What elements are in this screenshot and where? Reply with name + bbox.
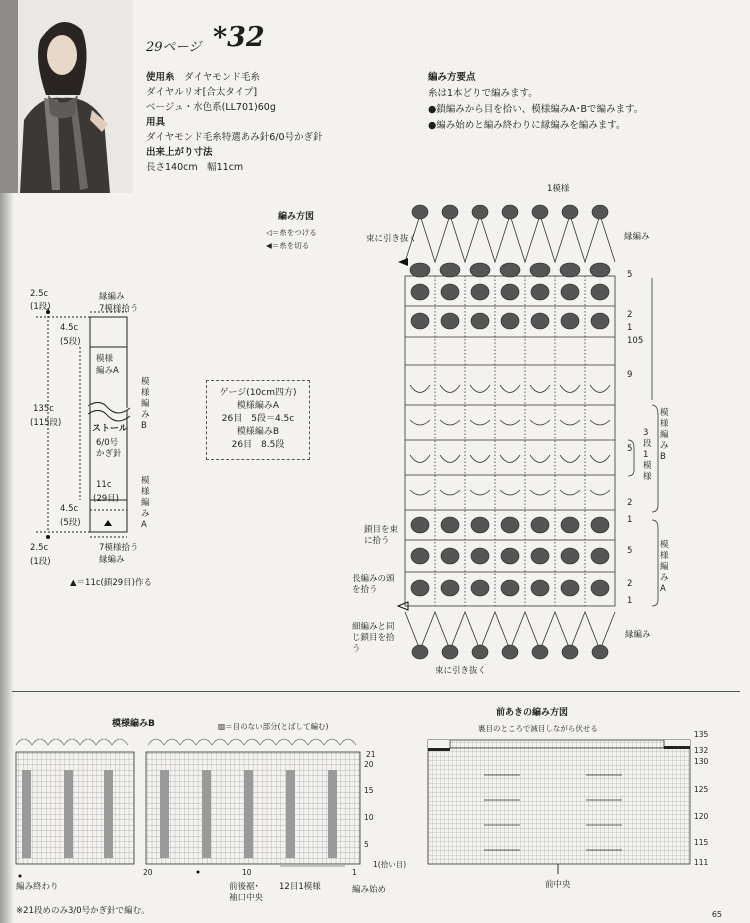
schem-edge-top: 縁編み [99, 292, 125, 302]
pb-row-15: 15 [364, 786, 374, 795]
chart-row-9: 9 [627, 370, 633, 380]
dim-bottom: 2.5c [30, 543, 49, 553]
gauge-b-value: 26目 8.5段 [231, 440, 285, 450]
chart-row-1c: 1 [627, 596, 633, 606]
schem-edge-bottom: 縁編み [99, 555, 125, 565]
dim-total: 135c [33, 404, 54, 414]
schem-pick-top: 7模様拾う [99, 304, 139, 314]
dim-width: 11c [96, 480, 112, 490]
dim-bottom-rows: (1段) [30, 557, 51, 567]
dim-top-rows: (1段) [30, 302, 51, 312]
pattern-b-title: 模様編みB [112, 719, 155, 729]
yarn-label: 使用糸 [146, 72, 175, 83]
pattern-number: *32 [213, 22, 265, 53]
legend-cut: ◀＝糸を切る [266, 241, 310, 250]
chart-bottom-pull: 束に引き抜く [435, 666, 487, 676]
schem-pattern-a-bottom: 模様編みA [141, 476, 150, 530]
chart-row-1: 1 [627, 323, 633, 333]
gauge-a-value: 26目 5段＝4.5c [221, 414, 295, 424]
chart-edge-right-bottom: 縁編み [625, 630, 651, 640]
chart-row-2: 2 [627, 310, 633, 320]
gauge-title: ゲージ(10cm四方) [219, 388, 297, 398]
pb-col-20: 20 [143, 868, 153, 877]
gauge-b-label: 模様編みB [236, 427, 280, 437]
pb-row-21: 21 [366, 750, 376, 759]
pb-repeat-label: 12目1模様 [279, 882, 321, 892]
pb-end-label: 編み終わり [16, 882, 59, 892]
fr-center: 前中央 [545, 880, 571, 890]
points-line-3: ●編み始めと編み終わりに縁編みを編みます。 [428, 120, 626, 131]
dim-total-rows: (115段) [30, 418, 62, 428]
foundation-note: ▲＝11c(鎖29目)作る [70, 578, 152, 588]
fr-row-135: 135 [694, 730, 709, 739]
points-line-1: 糸は1本どりで編みます。 [428, 88, 538, 99]
yarn-name: ダイヤルリオ[合太タイプ] [146, 87, 258, 98]
chart-b-repeat: 3段1模様 [643, 428, 652, 482]
pb-col-10: 10 [242, 868, 252, 877]
size-text: 長さ140cm 幅11cm [146, 162, 244, 173]
dim-a-top: 4.5c [60, 323, 79, 333]
dim-a-bottom: 4.5c [60, 504, 79, 514]
dim-top: 2.5c [30, 289, 49, 299]
chart-pattern-b: 模様編みB [660, 408, 669, 462]
fr-row-111: 111 [694, 858, 709, 867]
tools-label: 用具 [146, 117, 166, 128]
points-title: 編み方要点 [428, 72, 476, 83]
pb-start-label: 編み始め [352, 885, 387, 895]
fr-row-130: 130 [694, 757, 709, 766]
diagram-title: 編み方図 [278, 212, 315, 222]
note-chain: 鎖目を束に拾う [364, 525, 399, 546]
schem-stole-label: ストール [92, 424, 128, 434]
pb-row-10: 10 [364, 813, 374, 822]
chart-row-105: 105 [627, 336, 644, 346]
pb-center-label2: 袖口中央 [229, 893, 264, 903]
schem-needle: 6/0号 [96, 438, 119, 448]
chart-repeat: 1模様 [547, 184, 570, 194]
fr-row-120: 120 [694, 812, 709, 821]
pb-row-5: 5 [364, 840, 369, 849]
points-line-2: ●鎖編みから目を拾い、模様編みA･Bで編みます。 [428, 104, 644, 115]
gauge-a-label: 模様編みA [236, 401, 280, 411]
dim-width-st: (29目) [93, 494, 119, 504]
pb-col-1: 1 [352, 868, 357, 877]
pb-row-20: 20 [364, 760, 374, 769]
note-long: 長編みの頭を拾う [352, 574, 395, 595]
fr-row-132: 132 [694, 746, 709, 755]
size-label: 出来上がり寸法 [146, 147, 213, 158]
chart-edge-right: 縁編み [624, 232, 650, 242]
tools-text: ダイヤモンド毛糸特選あみ針6/0号かぎ針 [146, 132, 323, 143]
pattern-b-legend: ▨＝目のない部分(とばして編む) [218, 722, 329, 731]
yarn-brand: ダイヤモンド毛糸 [184, 72, 260, 83]
fr-row-125: 125 [694, 785, 709, 794]
front-title: 前あきの編み方図 [496, 708, 569, 718]
front-subtitle: 裏目のところで減目しながら伏せる [478, 724, 598, 733]
chart-row-5: 5 [627, 270, 633, 280]
fr-row-115: 115 [694, 838, 709, 847]
pb-row-1: 1(拾い目) [373, 860, 407, 869]
schem-pattern-a-top2: 編みA [96, 366, 119, 376]
dim-a-top-rows: (5段) [60, 337, 81, 347]
chart-row-5c: 5 [627, 546, 633, 556]
page-reference: 29ページ [146, 40, 202, 55]
pb-note: ※21段めのみ3/0号かぎ針で編む。 [16, 906, 150, 916]
pb-center-label: 前後裾･ [229, 882, 259, 892]
schem-pick-bottom: 7模様拾う [99, 543, 139, 553]
chart-row-1b: 1 [627, 515, 633, 525]
schem-pattern-b: 模様編みB [141, 377, 150, 431]
schem-needle2: かぎ針 [96, 449, 122, 459]
chart-row-2c: 2 [627, 579, 633, 589]
legend-attach: ◁＝糸をつける [266, 228, 317, 237]
note-same: 細編みと同じ鎖目を拾う [352, 622, 395, 654]
chart-pattern-a: 模様編みA [660, 540, 669, 594]
dim-a-bottom-rows: (5段) [60, 518, 81, 528]
chart-bundle-pull: 束に引き抜く [366, 234, 418, 244]
chart-row-2b: 2 [627, 498, 633, 508]
schem-pattern-a-top: 模様 [96, 354, 114, 364]
chart-row-5b: 5 [627, 444, 633, 454]
page-number: 65 [711, 910, 722, 919]
yarn-color: ベージュ・水色系(LL701)60g [146, 102, 276, 113]
